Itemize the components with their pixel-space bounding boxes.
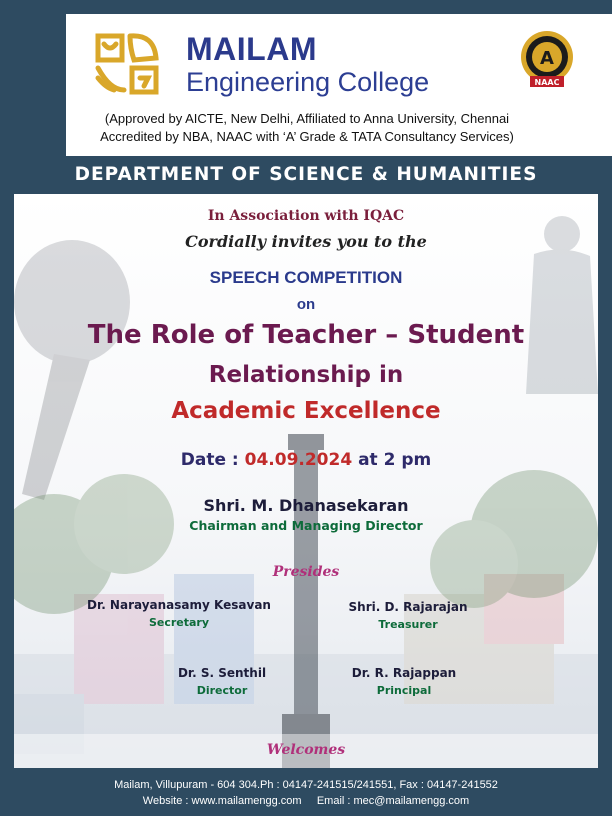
person-director (144, 666, 300, 697)
chairman-name: Shri. M. Dhanasekaran (203, 496, 409, 515)
person-secretary (66, 598, 292, 629)
topic-line-3: Academic Excellence (171, 398, 441, 424)
person-principal (324, 666, 484, 697)
college-name (186, 32, 429, 98)
naac-label: NAAC (534, 78, 560, 87)
college-name-line1: MAILAM (186, 31, 317, 67)
topic-line-2: Relationship in (208, 362, 404, 388)
welcomes-label: Welcomes (266, 742, 346, 758)
person-role: Director (196, 684, 248, 697)
person-name: Shri. D. Rajarajan (348, 600, 468, 614)
chairman-role: Chairman and Managing Director (189, 518, 423, 533)
person-treasurer (328, 600, 488, 631)
approval-line-2: Accredited by NBA, NAAC with ‘A’ Grade & TATA Consultancy Services) (100, 129, 514, 144)
college-logo-icon (94, 30, 160, 96)
person-role: Principal (376, 684, 432, 697)
person-name: Dr. S. Senthil (177, 666, 267, 680)
event-date (14, 450, 598, 470)
approval-text (66, 110, 548, 146)
person-name: Dr. Narayanasamy Kesavan (87, 598, 271, 612)
college-header (66, 14, 612, 156)
topic-line-1: The Role of Teacher – Student (87, 320, 525, 350)
date-label: Date : (180, 450, 245, 470)
address-line: Mailam, Villupuram - 604 304.Ph : 04147-241515/241551, Fax : 04147-241552 (114, 779, 498, 791)
association-text: In Association with IQAC (207, 208, 405, 224)
approval-line-1: (Approved by AICTE, New Delhi, Affiliated to Anna University, Chennai (104, 111, 510, 126)
on-text: on (296, 296, 316, 313)
department-banner: DEPARTMENT OF SCIENCE & HUMANITIES (0, 156, 612, 194)
person-role: Secretary (148, 616, 210, 629)
naac-grade: A (540, 48, 554, 69)
naac-badge-icon (514, 26, 580, 92)
person-role: Treasurer (378, 618, 438, 631)
person-name: Dr. R. Rajappan (351, 666, 457, 680)
college-name-line2: Engineering College (186, 67, 430, 97)
invitation-body (14, 194, 598, 768)
event-title: SPEECH COMPETITION (209, 268, 403, 287)
date-value: 04.09.2024 (244, 450, 353, 470)
invite-text: Cordially invites you to the (185, 232, 427, 251)
time-text: at 2 pm (352, 450, 432, 470)
presides-label: Presides (272, 564, 340, 580)
contact-footer (0, 772, 612, 816)
web-email-line: Website : www.mailamengg.com Email : mec@mailamengg.com (142, 795, 470, 807)
